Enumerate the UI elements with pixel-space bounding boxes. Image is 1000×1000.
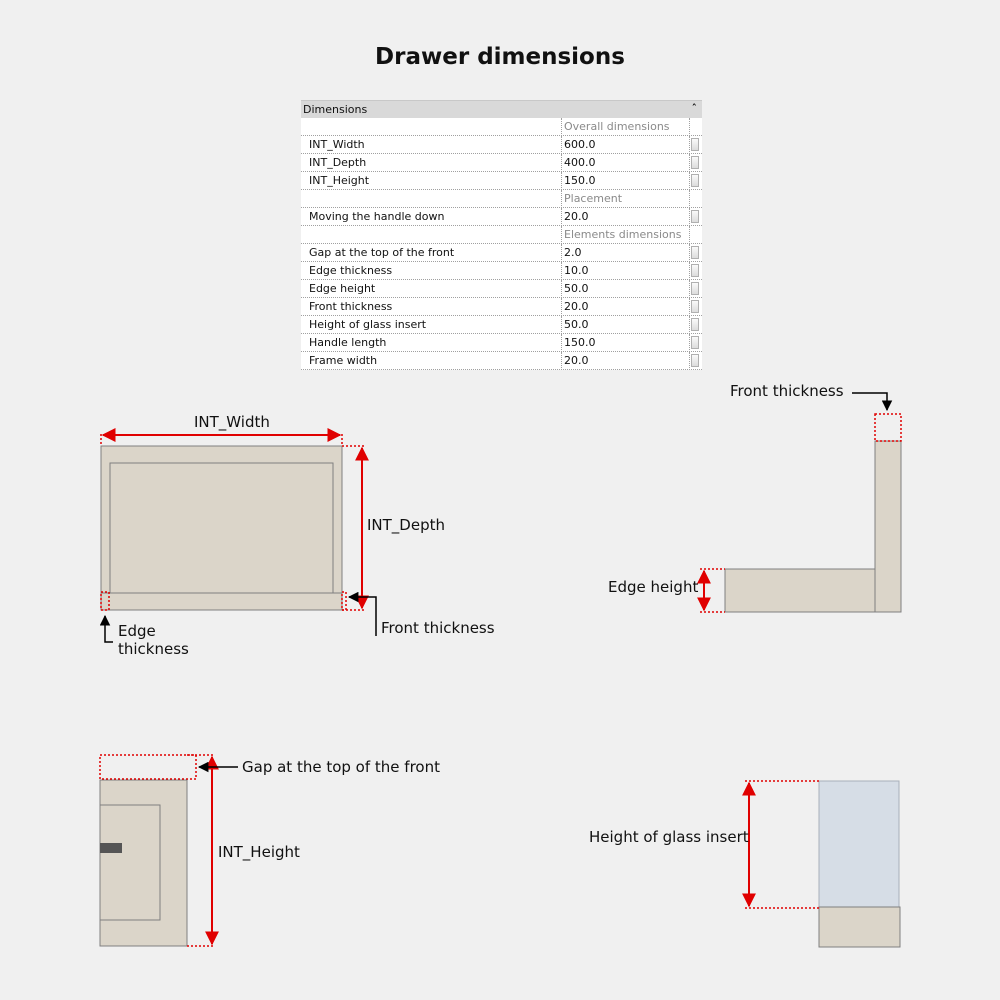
property-value[interactable]: 50.0 [564,318,589,331]
property-name: Height of glass insert [309,318,427,331]
property-value[interactable]: 50.0 [564,282,589,295]
front-inner-frame [100,805,160,920]
property-name: Handle length [309,336,387,349]
property-value[interactable]: 20.0 [564,354,589,367]
double-chevron-up-icon[interactable]: ˆ̂ [691,102,697,115]
property-name: Frame width [309,354,378,367]
side-view [700,393,901,612]
page-title: Drawer dimensions [375,44,625,70]
drawer-inner-top [110,463,333,593]
edge-thickness-label-1: Edge [118,622,156,640]
property-value[interactable]: 150.0 [564,174,596,187]
glass-view [745,781,900,947]
property-value[interactable]: 600.0 [564,138,596,151]
side-front-thickness-label: Front thickness [730,382,844,400]
glass-insert-label: Height of glass insert [589,828,749,846]
property-value[interactable]: 400.0 [564,156,596,169]
glass-bottom-frame [819,907,900,947]
property-name: Edge thickness [309,264,393,277]
dimensions-header-label: Dimensions [303,103,368,116]
property-name: Edge height [309,282,376,295]
property-group-label: Elements dimensions [564,228,682,241]
property-name: Front thickness [309,300,393,313]
edge-side-panel [725,569,875,612]
edge-thickness-label-2: thickness [118,640,189,658]
property-value[interactable]: 2.0 [564,246,582,259]
edge-height-label: Edge height [608,578,699,596]
front-strip-top [101,593,342,610]
property-name: INT_Height [309,174,370,187]
top-view [101,434,376,642]
int-width-label: INT_Width [194,413,270,431]
property-value[interactable]: 20.0 [564,210,589,223]
int-depth-label: INT_Depth [367,516,445,534]
property-value[interactable]: 10.0 [564,264,589,277]
front-side-panel [875,441,901,612]
int-height-label: INT_Height [218,843,300,861]
side-front-thickness-leader [852,393,887,410]
drawer-handle [100,843,122,853]
property-group-label: Overall dimensions [564,120,670,133]
property-group-label: Placement [564,192,623,205]
gap-top-front-label: Gap at the top of the front [242,758,440,776]
property-name: Moving the handle down [309,210,445,223]
glass-insert [819,781,899,908]
top-front-thickness-label: Front thickness [381,619,495,637]
property-value[interactable]: 20.0 [564,300,589,313]
edge-thickness-leader [105,616,113,642]
property-name: INT_Width [309,138,365,151]
property-name: INT_Depth [309,156,367,169]
property-value[interactable]: 150.0 [564,336,596,349]
property-name: Gap at the top of the front [309,246,455,259]
